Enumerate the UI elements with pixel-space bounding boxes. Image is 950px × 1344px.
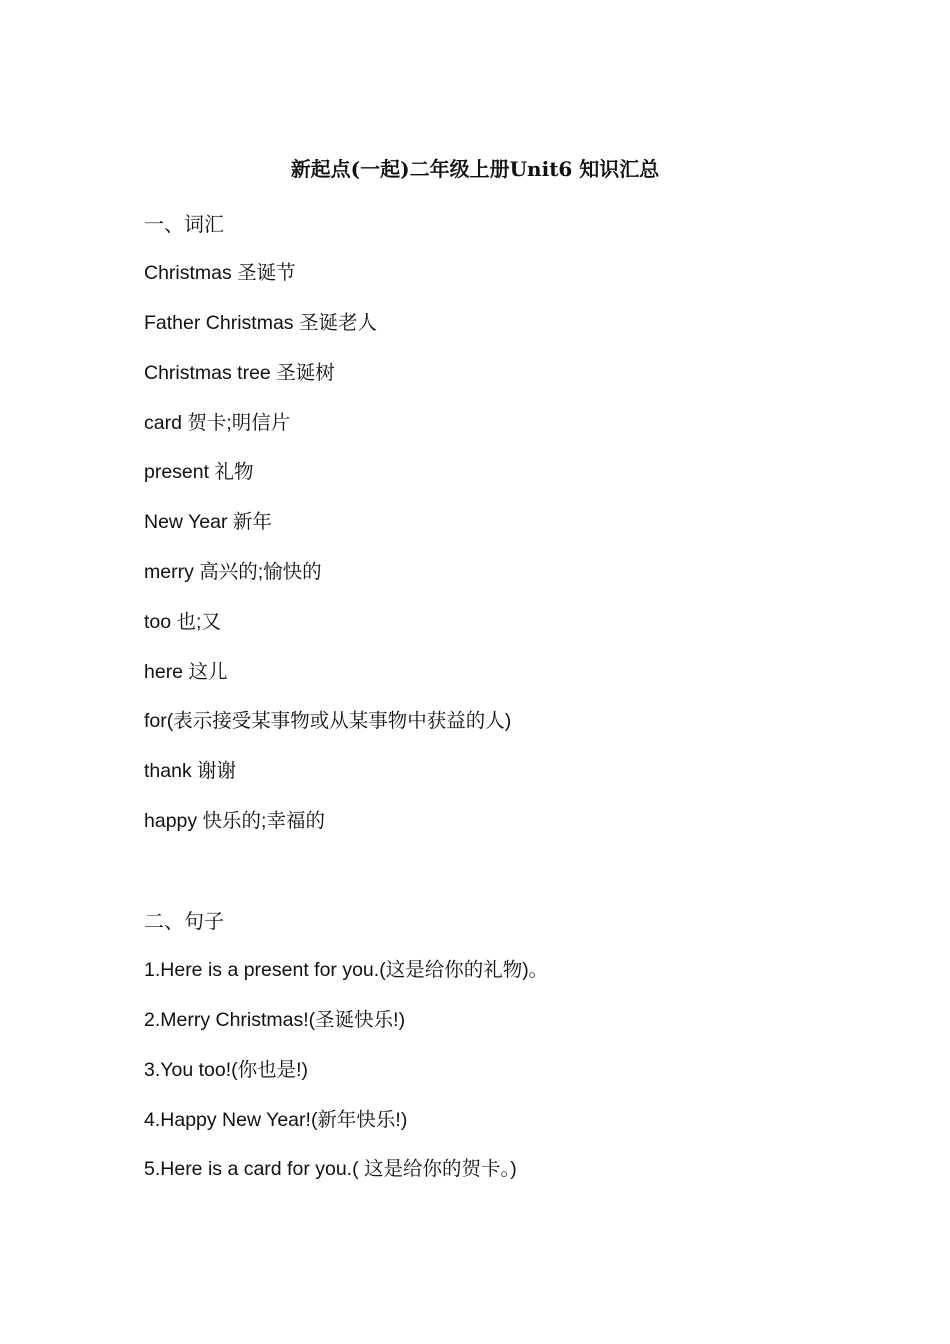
section-heading-vocabulary: 一、词汇 xyxy=(144,212,224,236)
vocab-line: for(表示接受某事物或从某事物中获益的人) xyxy=(144,710,512,732)
vocab-line: merry 高兴的;愉快的 xyxy=(144,561,322,583)
vocab-line: present 礼物 xyxy=(144,461,254,483)
sentence-line: 5.Here is a card for you.( 这是给你的贺卡。) xyxy=(144,1158,517,1180)
vocab-line: too 也;又 xyxy=(144,611,221,633)
vocab-line: Christmas 圣诞节 xyxy=(144,262,296,284)
vocab-line: here 这儿 xyxy=(144,661,228,683)
section-heading-sentences: 二、句子 xyxy=(144,909,224,933)
vocab-line: happy 快乐的;幸福的 xyxy=(144,810,325,832)
sentence-line: 3.You too!(你也是!) xyxy=(144,1059,309,1081)
vocab-line: New Year 新年 xyxy=(144,511,272,533)
vocab-line: card 贺卡;明信片 xyxy=(144,412,291,434)
vocab-line: thank 谢谢 xyxy=(144,760,237,782)
sentence-line: 4.Happy New Year!(新年快乐!) xyxy=(144,1109,408,1131)
sentence-line: 1.Here is a present for you.(这是给你的礼物)。 xyxy=(144,959,549,981)
vocab-line: Father Christmas 圣诞老人 xyxy=(144,312,377,334)
vocab-line: Christmas tree 圣诞树 xyxy=(144,362,335,384)
document-title: 新起点(一起)二年级上册Unit6 知识汇总 xyxy=(290,157,660,181)
sentence-line: 2.Merry Christmas!(圣诞快乐!) xyxy=(144,1009,406,1031)
